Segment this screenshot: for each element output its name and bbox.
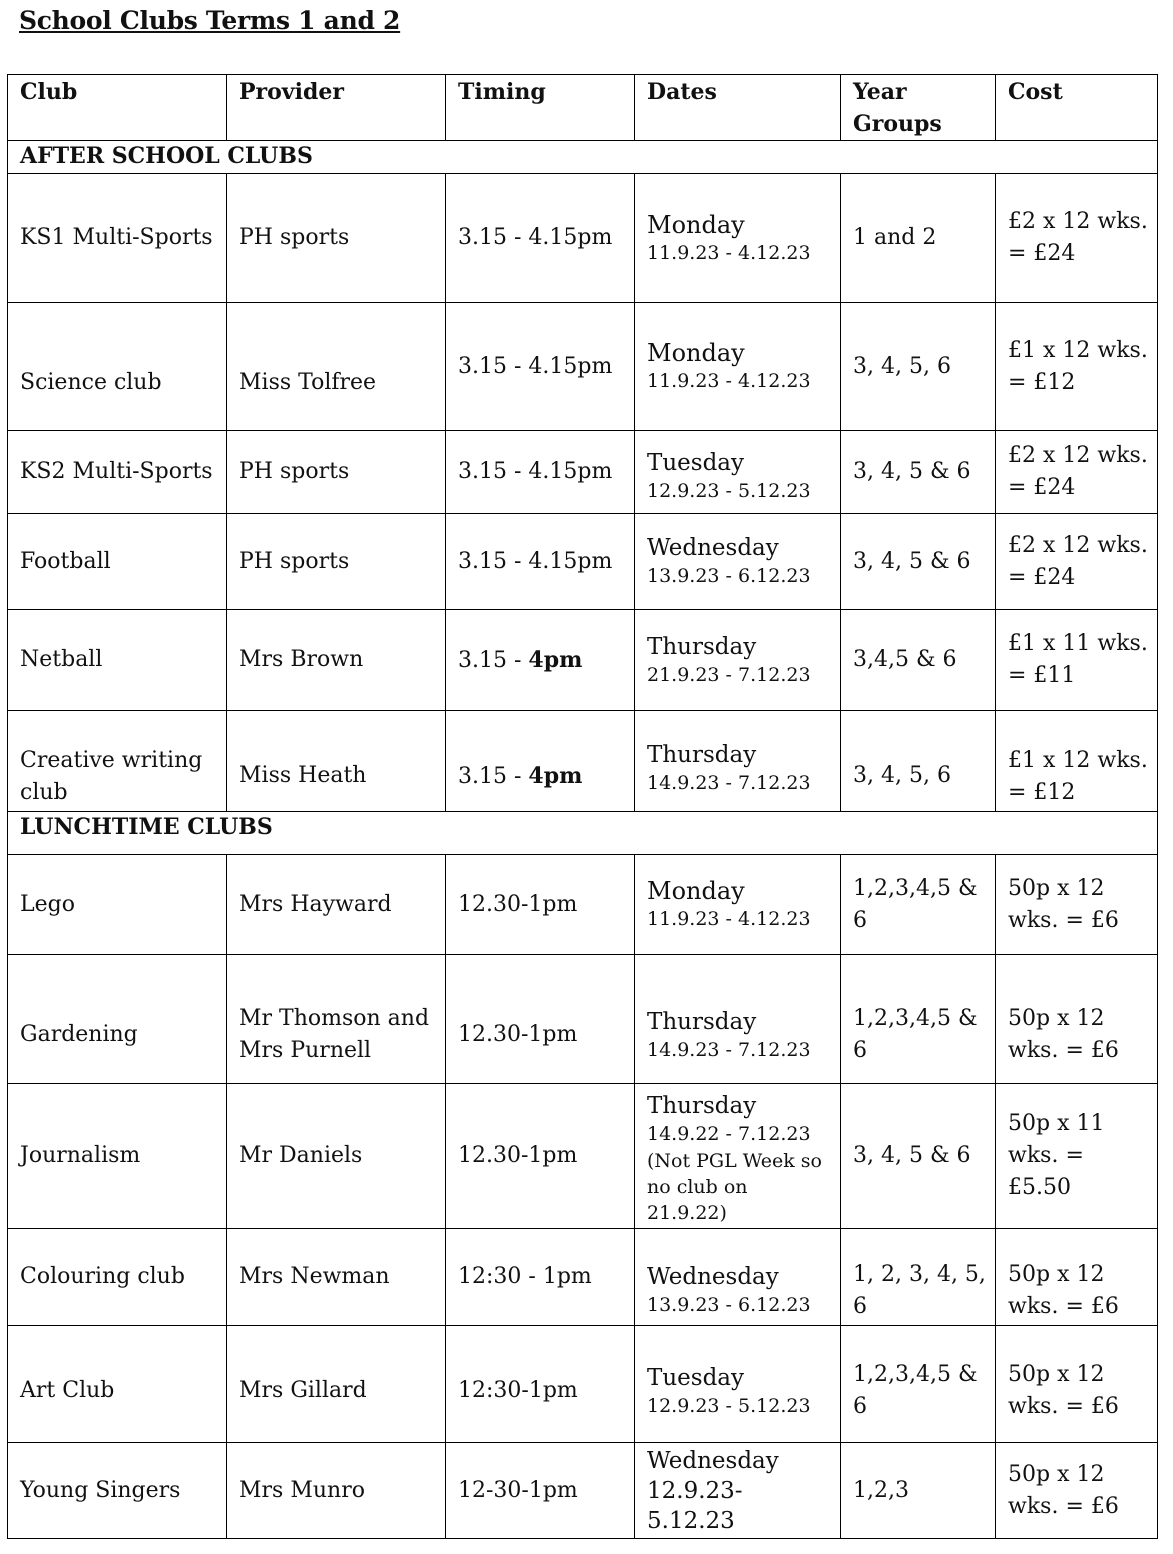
club-name: Young Singers [8, 1443, 227, 1539]
year-groups: 3, 4, 5 & 6 [841, 514, 996, 610]
cost: 50p x 12 wks. = £6 [996, 955, 1158, 1084]
cost: £2 x 12 wks. = £24 [996, 174, 1158, 303]
date-range: 12.9.23 - 5.12.23 [647, 479, 811, 502]
provider: Mr Thomson and Mrs Purnell [227, 955, 446, 1084]
cost: £2 x 12 wks. = £24 [996, 514, 1158, 610]
section-after-school: AFTER SCHOOL CLUBS [8, 141, 1158, 174]
table-row [8, 1229, 1158, 1326]
day: Monday [647, 210, 745, 239]
year-groups: 1,2,3 [841, 1443, 996, 1539]
header-dates: Dates [635, 75, 841, 141]
date-range: 11.9.23 - 4.12.23 [647, 370, 811, 392]
timing-start: 3.15 - [458, 647, 529, 673]
cost: 50p x 12 wks. = £6 [996, 855, 1158, 955]
dates [635, 1443, 841, 1539]
day: Thursday [647, 633, 757, 660]
provider: Mrs Munro [227, 1443, 446, 1539]
provider: PH sports [227, 431, 446, 514]
timing: 3.15 - 4.15pm [446, 303, 635, 431]
table-row [8, 1084, 1158, 1229]
year-groups: 3, 4, 5 & 6 [841, 431, 996, 514]
dates [635, 1084, 841, 1229]
year-groups: 3,4,5 & 6 [841, 610, 996, 711]
provider: Mrs Hayward [227, 855, 446, 955]
timing-end: 4pm [528, 646, 583, 673]
club-name: KS1 Multi-Sports [8, 174, 227, 303]
date-range: 11.9.23 - 4.12.23 [647, 908, 811, 930]
club-name: Football [8, 514, 227, 610]
timing: 12-30-1pm [446, 1443, 635, 1539]
day: Wednesday [647, 1263, 779, 1290]
dates [635, 303, 841, 431]
provider: Mrs Brown [227, 610, 446, 711]
dates [635, 955, 841, 1084]
cost: £1 x 12 wks. = £12 [996, 303, 1158, 431]
year-groups: 1,2,3,4,5 & 6 [841, 1326, 996, 1443]
timing: 3.15 - 4.15pm [446, 514, 635, 610]
timing [446, 711, 635, 812]
timing: 3.15 - 4.15pm [446, 431, 635, 514]
day: Thursday [647, 741, 757, 768]
section-row [8, 141, 1158, 174]
dates [635, 1326, 841, 1443]
club-name: Art Club [8, 1326, 227, 1443]
header-timing: Timing [446, 75, 635, 141]
table-row [8, 955, 1158, 1084]
day: Monday [647, 339, 745, 367]
club-name: Netball [8, 610, 227, 711]
day: Tuesday [647, 1364, 744, 1391]
table-row [8, 431, 1158, 514]
date-note: (Not PGL Week so no club on 21.9.22) [647, 1149, 822, 1224]
page-title: School Clubs Terms 1 and 2 [19, 6, 401, 35]
dates [635, 514, 841, 610]
provider: Mrs Gillard [227, 1326, 446, 1443]
table-row [8, 1326, 1158, 1443]
year-groups: 3, 4, 5, 6 [841, 303, 996, 431]
clubs-table [7, 74, 1158, 1539]
timing-end: 4pm [528, 762, 583, 789]
year-groups: 3, 4, 5, 6 [841, 711, 996, 812]
timing: 12.30-1pm [446, 1084, 635, 1229]
provider: PH sports [227, 174, 446, 303]
section-row [8, 812, 1158, 855]
cost: £2 x 12 wks. = £24 [996, 431, 1158, 514]
provider: PH sports [227, 514, 446, 610]
timing: 12.30-1pm [446, 855, 635, 955]
cost: 50p x 11 wks. = £5.50 [996, 1084, 1158, 1229]
date-range: 11.9.23 - 4.12.23 [647, 241, 811, 264]
cost: £1 x 11 wks. = £11 [996, 610, 1158, 711]
header-row [8, 75, 1158, 141]
timing: 12:30 - 1pm [446, 1229, 635, 1326]
club-name: Lego [8, 855, 227, 955]
day: Wednesday [647, 535, 779, 561]
day: Monday [647, 877, 745, 905]
day: Thursday [647, 1092, 757, 1119]
date-range: 13.9.23 - 6.12.23 [647, 565, 811, 587]
provider: Miss Tolfree [227, 303, 446, 431]
date-range: 14.9.22 - 7.12.23 [647, 1122, 811, 1145]
timing-start: 3.15 - [458, 763, 529, 789]
date-range: 14.9.23 - 7.12.23 [647, 771, 811, 794]
cost: £1 x 12 wks. = £12 [996, 711, 1158, 812]
date-range: 13.9.23 - 6.12.23 [647, 1293, 811, 1316]
dates [635, 431, 841, 514]
date-range: 14.9.23 - 7.12.23 [647, 1038, 811, 1061]
dates [635, 855, 841, 955]
table-row [8, 711, 1158, 812]
club-name: Journalism [8, 1084, 227, 1229]
header-provider: Provider [227, 75, 446, 141]
cost: 50p x 12 wks. = £6 [996, 1326, 1158, 1443]
day: Tuesday [647, 449, 744, 476]
dates [635, 174, 841, 303]
timing: 12:30-1pm [446, 1326, 635, 1443]
year-groups: 1 and 2 [841, 174, 996, 303]
header-club: Club [8, 75, 227, 141]
club-name: Gardening [8, 955, 227, 1084]
club-name: Creative writing club [8, 711, 227, 812]
cost: 50p x 12 wks. = £6 [996, 1443, 1158, 1539]
year-groups: 1,2,3,4,5 & 6 [841, 955, 996, 1084]
table-row [8, 303, 1158, 431]
section-lunchtime: LUNCHTIME CLUBS [8, 812, 1158, 855]
table-row [8, 174, 1158, 303]
cost: 50p x 12 wks. = £6 [996, 1229, 1158, 1326]
club-name: Science club [8, 303, 227, 431]
dates [635, 610, 841, 711]
year-groups: 1,2,3,4,5 & 6 [841, 855, 996, 955]
date-range: 21.9.23 - 7.12.23 [647, 663, 811, 686]
timing: 12.30-1pm [446, 955, 635, 1084]
table-row [8, 855, 1158, 955]
club-name: KS2 Multi-Sports [8, 431, 227, 514]
provider: Mr Daniels [227, 1084, 446, 1229]
table-row [8, 1443, 1158, 1539]
table-row [8, 610, 1158, 711]
header-year-groups: Year Groups [841, 75, 996, 141]
day: Wednesday [647, 1448, 779, 1474]
timing: 3.15 - 4.15pm [446, 174, 635, 303]
header-cost: Cost [996, 75, 1158, 141]
day: Thursday [647, 1008, 757, 1035]
year-groups: 1, 2, 3, 4, 5, 6 [841, 1229, 996, 1326]
date-range: 12.9.23 - 5.12.23 [647, 1394, 811, 1417]
dates [635, 1229, 841, 1326]
dates [635, 711, 841, 812]
provider: Mrs Newman [227, 1229, 446, 1326]
club-name: Colouring club [8, 1229, 227, 1326]
year-groups: 3, 4, 5 & 6 [841, 1084, 996, 1229]
table-row [8, 514, 1158, 610]
timing [446, 610, 635, 711]
date-range: 12.9.23- 5.12.23 [647, 1478, 743, 1534]
provider: Miss Heath [227, 711, 446, 812]
